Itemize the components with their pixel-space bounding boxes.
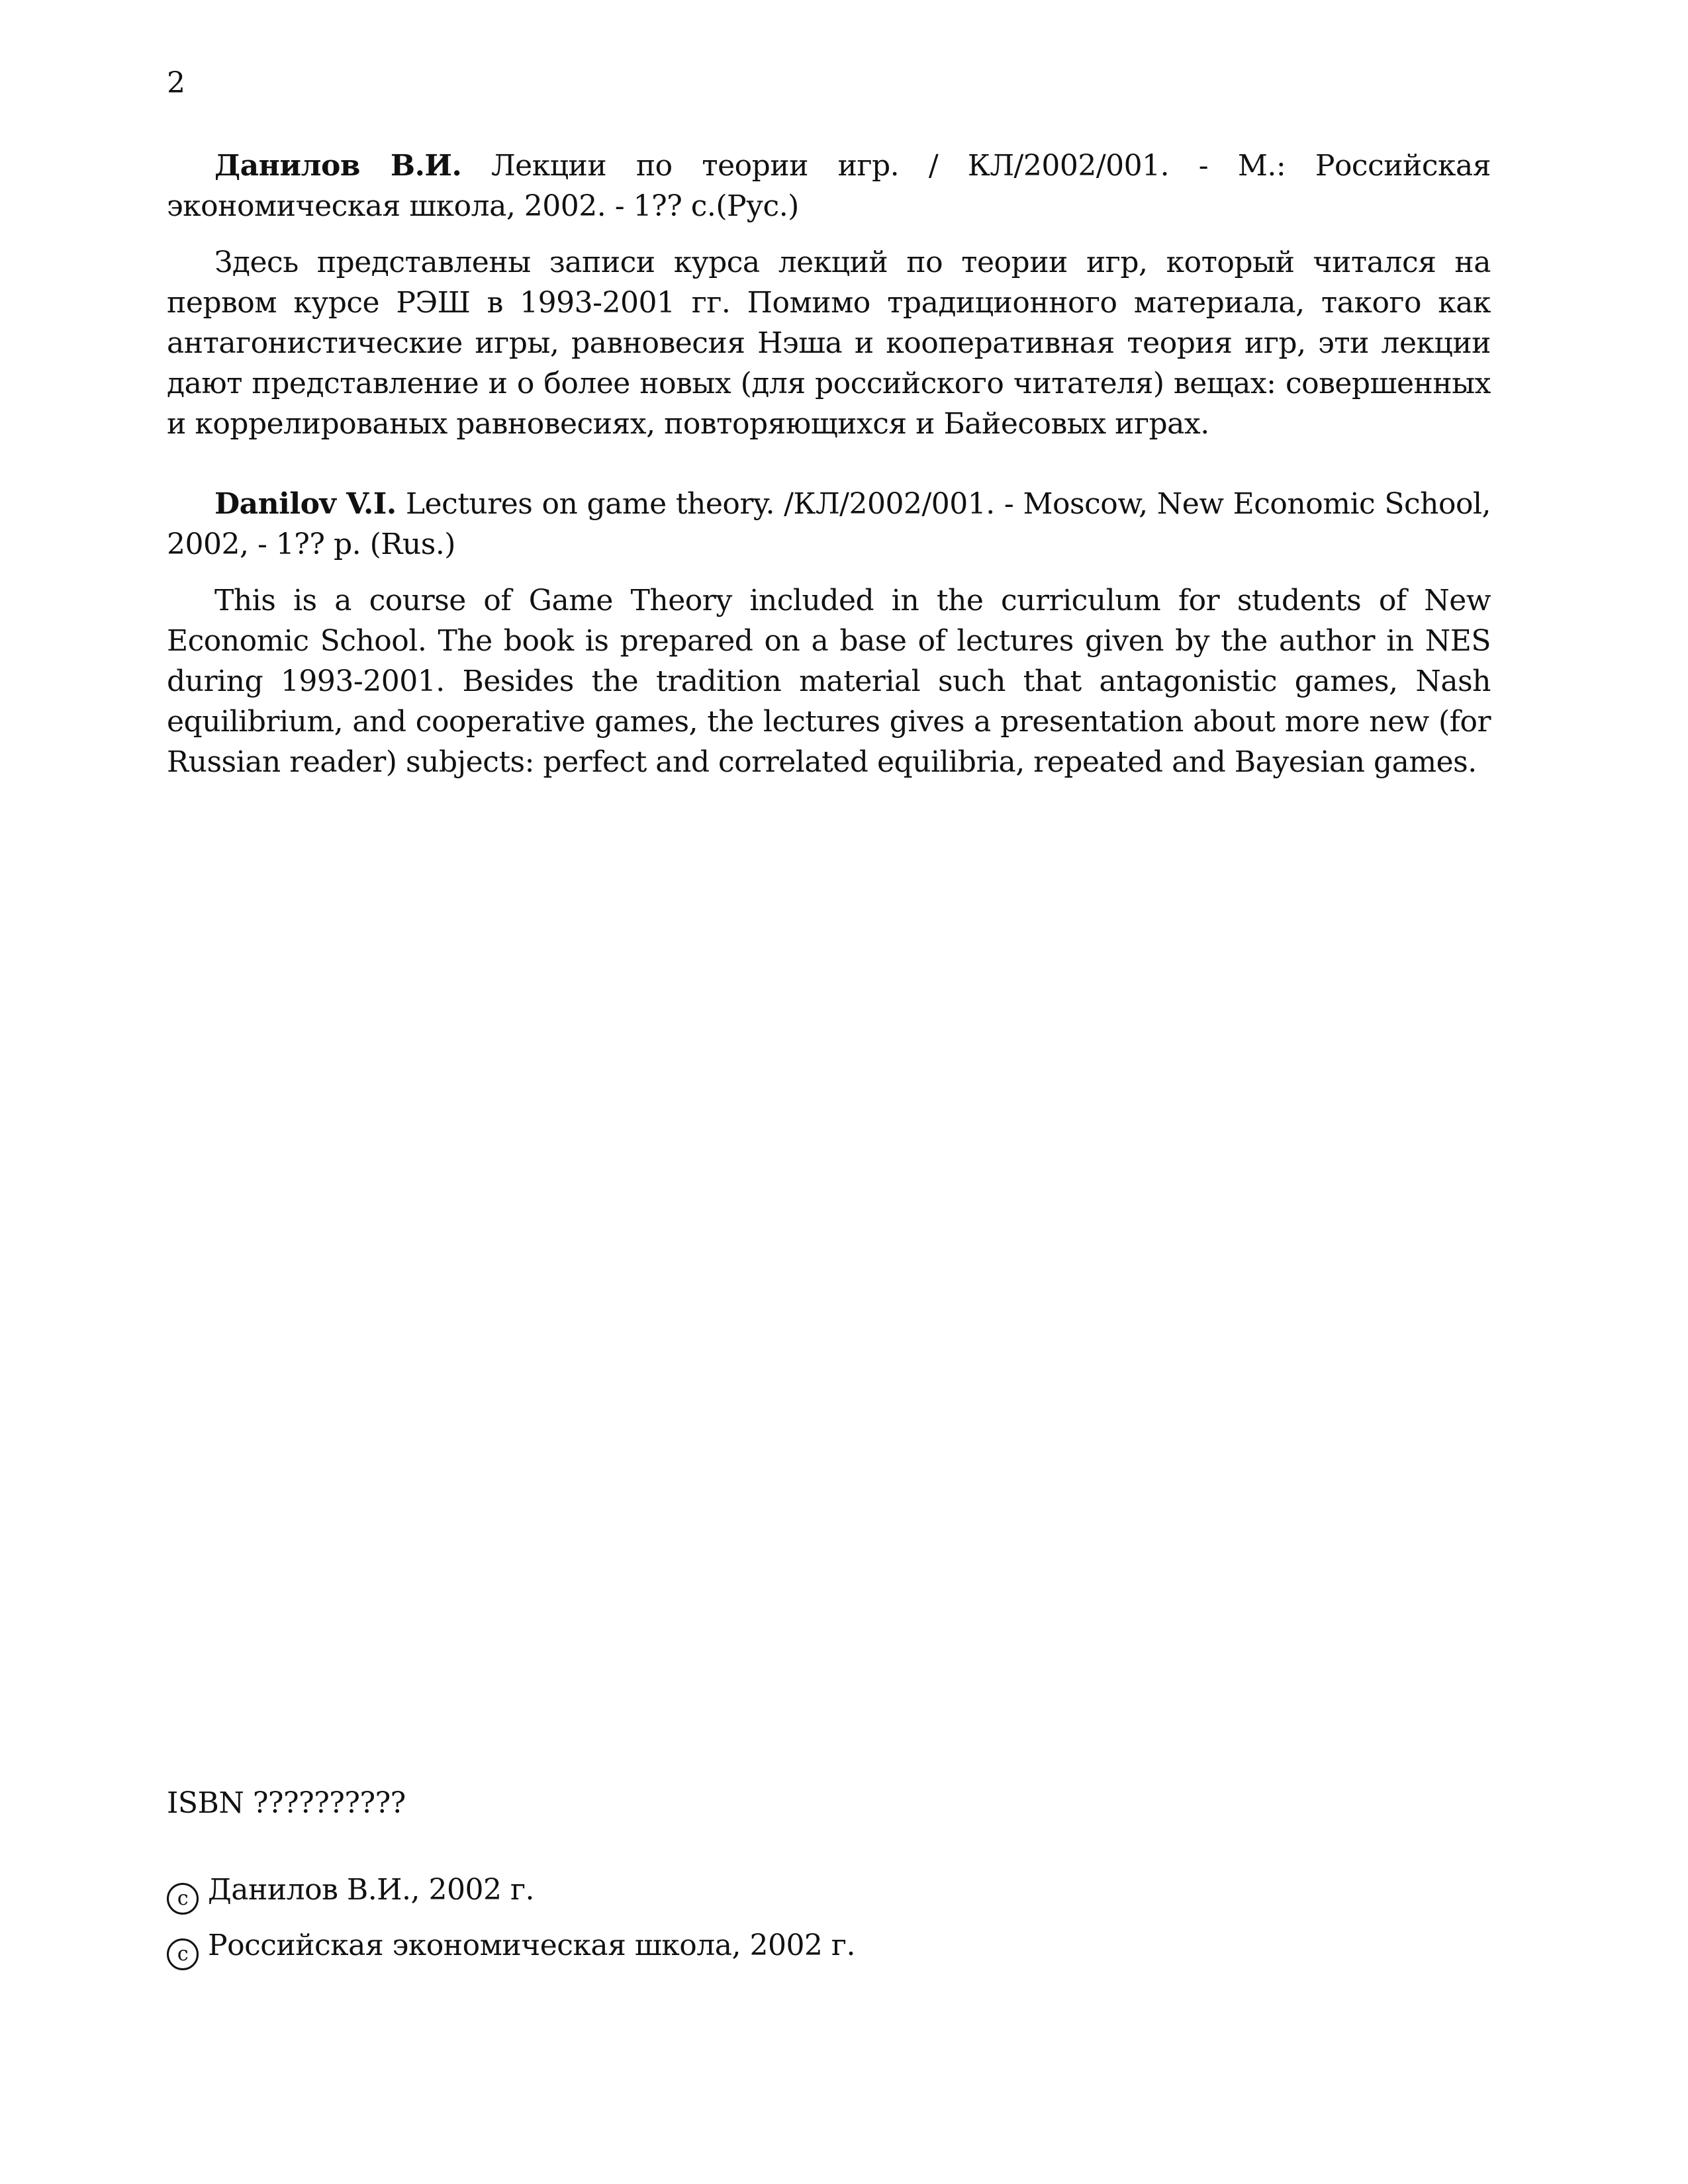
copyright-icon: c	[167, 1883, 199, 1915]
isbn: ISBN ??????????	[167, 1786, 406, 1820]
copyright-publisher	[167, 1926, 1491, 1970]
ru-citation-text: Лекции по теории игр. / КЛ/2002/001. - М.: Российская экономическая школа, 2002. - 1?? с.(Рус.)	[167, 149, 1491, 223]
ru-abstract: Здесь представлены записи курса лекций по теории игр, который читался на первом курсе РЭШ в 1993-2001 гг. Помимо традиционного материала, такого как антагонистические игры, равновесия Нэша и кооперативная теория игр, эти лекции дают представление и о более новых (для российского читателя) вещах: совершенных и коррелированых равновесиях, повторяющихся и Байесовых играх.	[167, 246, 1491, 441]
en-abstract: This is a course of Game Theory included in the curriculum for students of New Economic School. The book is prepared on a base of lectures given by the author in NES during 1993-2001. Besides the tradition material such that antagonistic games, Nash equilibrium, and cooperative games, the lectures gives a presentation about more new (for Russian reader) subjects: perfect and correlated equilibria, repeated and Bayesian games.	[167, 584, 1491, 779]
ru-citation	[167, 146, 1491, 226]
ru-citation-author: Данилов В.И.	[214, 149, 462, 183]
page-number: 2	[167, 66, 185, 100]
copyright-author	[167, 1870, 1491, 1915]
copyright-icon: c	[167, 1938, 199, 1970]
en-citation	[167, 484, 1491, 565]
en-citation-author: Danilov V.I.	[214, 487, 397, 521]
en-citation-text: Lectures on game theory. /КЛ/2002/001. - Moscow, New Economic School, 2002, - 1?? p. (Rus.)	[167, 487, 1491, 561]
main-content	[167, 146, 1491, 782]
copyright-publisher-text: Российская экономическая школа, 2002 г.	[208, 1929, 855, 1962]
copyright-author-text: Данилов В.И., 2002 г.	[208, 1873, 535, 1907]
